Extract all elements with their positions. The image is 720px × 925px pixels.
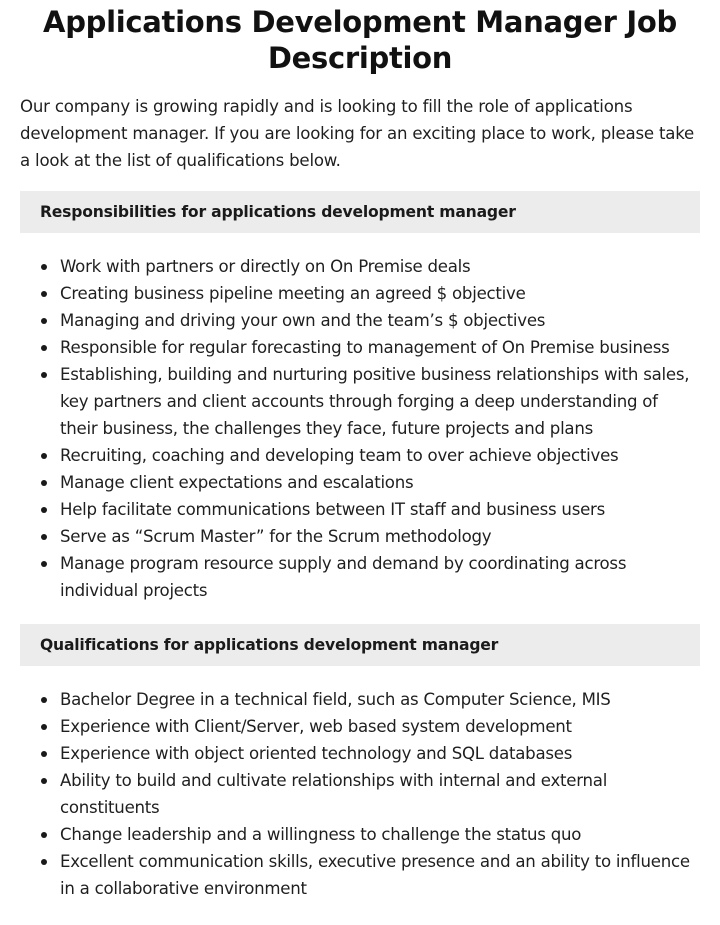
bullet-icon bbox=[41, 697, 47, 703]
list-item bbox=[20, 253, 700, 280]
list-item-text: Change leadership and a willingness to challenge the status quo bbox=[60, 825, 582, 844]
list-item-text: Creating business pipeline meeting an agreed $ objective bbox=[60, 284, 526, 303]
list-item-text: Recruiting, coaching and developing team to over achieve objectives bbox=[60, 446, 619, 465]
bullet-icon bbox=[41, 291, 47, 297]
list-item-text: Help facilitate communications between IT staff and business users bbox=[60, 500, 606, 519]
list-item bbox=[20, 361, 700, 442]
list-item bbox=[20, 496, 700, 523]
qualifications-list bbox=[20, 686, 700, 902]
list-item bbox=[20, 713, 700, 740]
bullet-icon bbox=[41, 832, 47, 838]
bullet-icon bbox=[41, 318, 47, 324]
page-title: Applications Development Manager Job Description bbox=[43, 5, 677, 75]
list-item-text: Establishing, building and nurturing positive business relationships with sales, key partners and client accounts through forging a deep understanding of their business, the challenges they face, future projects and plans bbox=[60, 365, 690, 438]
bullet-icon bbox=[41, 561, 47, 567]
responsibilities-heading: Responsibilities for applications development manager bbox=[20, 191, 700, 233]
list-item-text: Managing and driving your own and the team’s $ objectives bbox=[60, 311, 546, 330]
list-item-text: Work with partners or directly on On Premise deals bbox=[60, 257, 471, 276]
bullet-icon bbox=[41, 751, 47, 757]
list-item bbox=[20, 523, 700, 550]
qualifications-heading: Qualifications for applications development manager bbox=[20, 624, 700, 666]
bullet-icon bbox=[41, 778, 47, 784]
bullet-icon bbox=[41, 480, 47, 486]
bullet-icon bbox=[41, 345, 47, 351]
list-item bbox=[20, 848, 700, 902]
list-item-text: Excellent communication skills, executive presence and an ability to influence in a collaborative environment bbox=[60, 852, 690, 898]
list-item-text: Bachelor Degree in a technical field, such as Computer Science, MIS bbox=[60, 690, 611, 709]
list-item-text: Manage client expectations and escalations bbox=[60, 473, 414, 492]
list-item-text: Serve as “Scrum Master” for the Scrum methodology bbox=[60, 527, 492, 546]
list-item bbox=[20, 821, 700, 848]
list-item-text: Manage program resource supply and demand by coordinating across individual projects bbox=[60, 554, 627, 600]
list-item bbox=[20, 307, 700, 334]
list-item bbox=[20, 550, 700, 604]
list-item-text: Experience with object oriented technology and SQL databases bbox=[60, 744, 573, 763]
bullet-icon bbox=[41, 507, 47, 513]
list-item-text: Responsible for regular forecasting to management of On Premise business bbox=[60, 338, 670, 357]
list-item-text: Experience with Client/Server, web based system development bbox=[60, 717, 572, 736]
bullet-icon bbox=[41, 534, 47, 540]
list-item bbox=[20, 280, 700, 307]
bullet-icon bbox=[41, 859, 47, 865]
list-item bbox=[20, 469, 700, 496]
intro-paragraph: Our company is growing rapidly and is looking to fill the role of applications development manager. If you are looking for an exciting place to work, please take a look at the list of qualifications below. bbox=[20, 97, 695, 170]
bullet-icon bbox=[41, 264, 47, 270]
bullet-icon bbox=[41, 372, 47, 378]
responsibilities-list bbox=[20, 253, 700, 604]
list-item bbox=[20, 442, 700, 469]
bullet-icon bbox=[41, 724, 47, 730]
list-item bbox=[20, 686, 700, 713]
bullet-icon bbox=[41, 453, 47, 459]
list-item bbox=[20, 767, 700, 821]
list-item-text: Ability to build and cultivate relationships with internal and external constituents bbox=[60, 771, 608, 817]
list-item bbox=[20, 740, 700, 767]
list-item bbox=[20, 334, 700, 361]
